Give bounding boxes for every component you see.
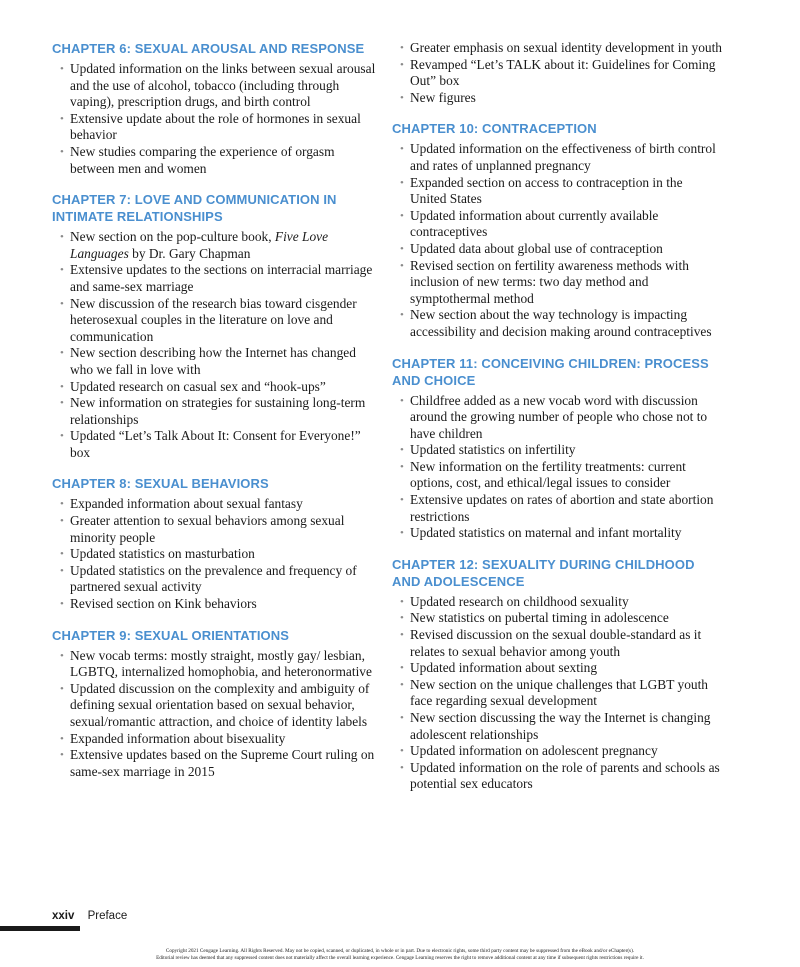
list-item-text: New section on the unique challenges that LGBT youth face regarding sexual development — [410, 676, 709, 709]
list-item — [392, 525, 722, 542]
list-item-text: Updated information about sexting — [410, 660, 598, 676]
bullet-icon: • — [400, 527, 404, 540]
list-item — [52, 229, 382, 262]
bullet-icon: • — [60, 297, 64, 310]
list-item-text: by Dr. Gary Chapman — [128, 245, 251, 261]
list-item — [392, 743, 722, 760]
bullet-icon: • — [400, 42, 404, 54]
footer-rule — [0, 926, 80, 931]
change-list — [392, 594, 722, 793]
bullet-icon: • — [400, 612, 404, 625]
list-item — [392, 492, 722, 525]
bullet-icon: • — [400, 745, 404, 758]
list-item — [392, 459, 722, 492]
bullet-icon: • — [400, 209, 404, 222]
bullet-icon: • — [60, 732, 64, 745]
list-item-text: New vocab terms: mostly straight, mostly gay/ lesbian, LGBTQ, internalized homophobia, and heteronormative — [70, 647, 372, 680]
bullet-icon: • — [400, 460, 404, 473]
list-item-text: Updated information on the links between sexual arousal and the use of alcohol, tobacco (including through vaping), prescription drugs, and birth control — [70, 61, 376, 110]
bullet-icon: • — [400, 662, 404, 675]
list-item-text: New statistics on pubertal timing in adolescence — [410, 610, 669, 626]
chapter-section — [52, 40, 382, 177]
list-item — [52, 111, 382, 144]
list-item-text: New section describing how the Internet has changed who we fall in love with — [70, 345, 356, 377]
chapter-section — [392, 556, 722, 793]
bullet-icon: • — [400, 761, 404, 774]
list-item — [392, 241, 722, 258]
list-item — [392, 710, 722, 743]
list-item-text: Updated information on adolescent pregnancy — [410, 743, 658, 759]
bullet-icon: • — [60, 749, 64, 762]
bullet-icon: • — [60, 649, 64, 662]
bullet-icon: • — [400, 309, 404, 322]
change-list — [52, 61, 382, 177]
chapter-heading: CHAPTER 10: CONTRACEPTION — [392, 121, 597, 137]
list-item-text: Revised section on fertility awareness methods with inclusion of new terms: two day method and symptothermal method — [410, 257, 689, 306]
list-item — [52, 345, 382, 378]
list-item-text: Updated research on childhood sexuality — [410, 593, 629, 609]
list-item — [392, 175, 722, 208]
chapter-heading: CHAPTER 7: LOVE AND COMMUNICATION IN INTIMATE RELATIONSHIPS — [52, 192, 337, 225]
chapter-section — [52, 475, 382, 612]
change-list — [52, 648, 382, 781]
bullet-icon: • — [400, 58, 404, 71]
change-list — [392, 141, 722, 340]
list-item-text: Greater attention to sexual behaviors among sexual minority people — [70, 513, 345, 545]
chapter-heading: CHAPTER 6: SEXUAL AROUSAL AND RESPONSE — [52, 41, 365, 56]
chapter-section — [392, 40, 722, 106]
list-item-text: Updated “Let’s Talk About It: Consent for Everyone!” box — [70, 428, 361, 460]
page-folio — [52, 910, 127, 922]
list-item — [52, 563, 382, 596]
bullet-icon: • — [400, 91, 404, 104]
list-item-text: New section on the pop-culture book, — [70, 229, 275, 245]
list-item-text: New figures — [410, 89, 476, 105]
list-item — [392, 307, 722, 340]
list-item — [392, 627, 722, 660]
copyright-notice — [0, 948, 800, 962]
list-item — [52, 296, 382, 346]
list-item — [392, 610, 722, 627]
bullet-icon: • — [60, 380, 64, 393]
bullet-icon: • — [400, 678, 404, 691]
list-item-text: Revised discussion on the sexual double-standard as it relates to sexual behavior among youth — [410, 627, 702, 659]
right-column — [392, 40, 722, 807]
list-item-text: Updated research on casual sex and “hook-ups” — [70, 378, 326, 394]
list-item — [52, 379, 382, 396]
bullet-icon: • — [400, 176, 404, 189]
list-item — [52, 596, 382, 613]
list-item — [52, 61, 382, 111]
bullet-icon: • — [60, 515, 64, 528]
list-item — [392, 40, 722, 57]
list-item-text: Expanded information about bisexuality — [70, 730, 286, 746]
list-item — [392, 660, 722, 677]
bullet-icon: • — [60, 145, 64, 158]
list-item — [392, 90, 722, 107]
list-item-text: New information on strategies for sustaining long-term relationships — [70, 395, 366, 427]
bullet-icon: • — [400, 394, 404, 407]
list-item-text: New studies comparing the experience of orgasm between men and women — [70, 143, 335, 176]
list-item — [392, 208, 722, 241]
bullet-icon: • — [60, 347, 64, 360]
chapter-heading: CHAPTER 8: SEXUAL BEHAVIORS — [52, 476, 269, 492]
bullet-icon: • — [60, 598, 64, 611]
chapter-heading: CHAPTER 9: SEXUAL ORIENTATIONS — [52, 627, 290, 643]
copyright-line-1: Copyright 2021 Cengage Learning. All Rights Reserved. May not be copied, scanned, or duplicated, in whole or in part. Due to electronic rights, some third party content may be suppressed from the eBook and/or eChapter(s). — [165, 948, 635, 954]
copyright-line-2: Editorial review has deemed that any suppressed content does not materially affect the overall learning experience. Cengage Learning reserves the right to remove additional content at any time if subsequent rights restrictions require it. — [156, 955, 644, 961]
list-item-text: New section about the way technology is impacting accessibility and decision making around contraceptives — [410, 307, 712, 339]
bullet-icon: • — [60, 264, 64, 277]
bullet-icon: • — [60, 548, 64, 561]
bullet-icon: • — [60, 112, 64, 125]
list-item — [52, 546, 382, 563]
chapter-section — [392, 120, 722, 340]
bullet-icon: • — [60, 564, 64, 577]
list-item — [392, 442, 722, 459]
bullet-icon: • — [400, 259, 404, 272]
list-item-text: Expanded section on access to contraception in the United States — [410, 174, 683, 207]
list-item — [52, 681, 382, 731]
chapter-section — [52, 191, 382, 461]
list-item — [52, 144, 382, 177]
chapter-section — [392, 355, 722, 542]
list-item — [392, 760, 722, 793]
bullet-icon: • — [400, 629, 404, 642]
list-item-text: Updated statistics on masturbation — [70, 546, 255, 562]
list-item — [52, 496, 382, 513]
bullet-icon: • — [60, 498, 64, 511]
list-item — [52, 731, 382, 748]
bullet-icon: • — [60, 430, 64, 443]
list-item-text: Updated information on the effectiveness of birth control and rates of unplanned pregnancy — [410, 141, 716, 173]
list-item-text: Updated statistics on maternal and infant mortality — [410, 525, 682, 541]
bullet-icon: • — [400, 712, 404, 724]
list-item-text: Expanded information about sexual fantasy — [70, 496, 303, 512]
book-title: Five Love Languages — [70, 229, 329, 261]
list-item — [52, 747, 382, 780]
list-item-text: Greater emphasis on sexual identity development in youth — [410, 40, 722, 55]
bullet-icon: • — [400, 595, 404, 608]
list-item-text: Updated discussion on the complexity and ambiguity of defining sexual orientation based on sexual behavior, sexual/romantic attraction, and choice of identity labels — [70, 680, 370, 729]
bullet-icon: • — [60, 397, 64, 410]
list-item — [392, 677, 722, 710]
list-item — [392, 393, 722, 443]
left-column — [52, 40, 382, 794]
list-item — [52, 513, 382, 546]
list-item-text: Updated information on the role of parents and schools as potential sex educators — [410, 759, 720, 792]
bullet-icon: • — [60, 231, 64, 244]
list-item-text: New discussion of the research bias toward cisgender heterosexual couples in the literature on love and communication — [70, 295, 357, 344]
chapter-section — [52, 627, 382, 781]
bullet-icon: • — [400, 444, 404, 457]
list-item — [392, 141, 722, 174]
list-item — [52, 428, 382, 461]
running-section-title: Preface — [87, 910, 128, 922]
list-item-text: Childfree added as a new vocab word with discussion around the growing number of people who chose not to have children — [410, 392, 708, 441]
list-item — [392, 57, 722, 90]
list-item-text: Updated statistics on the prevalence and frequency of partnered sexual activity — [70, 562, 357, 595]
chapter-heading: CHAPTER 12: SEXUALITY DURING CHILDHOOD AND ADOLESCENCE — [392, 556, 695, 589]
bullet-icon: • — [60, 682, 64, 695]
list-item — [392, 594, 722, 611]
list-item-text: Extensive updates on rates of abortion and state abortion restrictions — [410, 492, 714, 524]
bullet-icon: • — [400, 242, 404, 255]
list-item — [52, 262, 382, 295]
list-item — [392, 258, 722, 308]
list-item — [52, 395, 382, 428]
list-item-text: Revamped “Let’s TALK about it: Guidelines for Coming Out” box — [410, 56, 716, 89]
page-number: xxiv — [52, 910, 75, 922]
change-list — [392, 40, 722, 106]
list-item-text: New information on the fertility treatments: current options, cost, and ethical/legal issues to consider — [410, 458, 686, 491]
change-list — [392, 393, 722, 542]
list-item — [52, 648, 382, 681]
bullet-icon: • — [60, 63, 64, 75]
chapter-heading: CHAPTER 11: CONCEIVING CHILDREN: PROCESS AND CHOICE — [392, 355, 709, 388]
list-item-text: New section discussing the way the Internet is changing adolescent relationships — [410, 710, 711, 742]
list-item-text: Extensive updates based on the Supreme Court ruling on same-sex marriage in 2015 — [70, 747, 375, 779]
list-item-text: Revised section on Kink behaviors — [70, 596, 257, 612]
change-list — [52, 496, 382, 612]
list-item-text: Extensive update about the role of hormones in sexual behavior — [70, 110, 361, 143]
list-item-text: Extensive updates to the sections on interracial marriage and same-sex marriage — [70, 262, 373, 294]
bullet-icon: • — [400, 143, 404, 156]
list-item-text: Updated information about currently available contraceptives — [410, 207, 659, 240]
bullet-icon: • — [400, 494, 404, 507]
list-item-text: Updated data about global use of contraception — [410, 240, 663, 256]
change-list — [52, 229, 382, 461]
list-item-text: Updated statistics on infertility — [410, 442, 576, 458]
